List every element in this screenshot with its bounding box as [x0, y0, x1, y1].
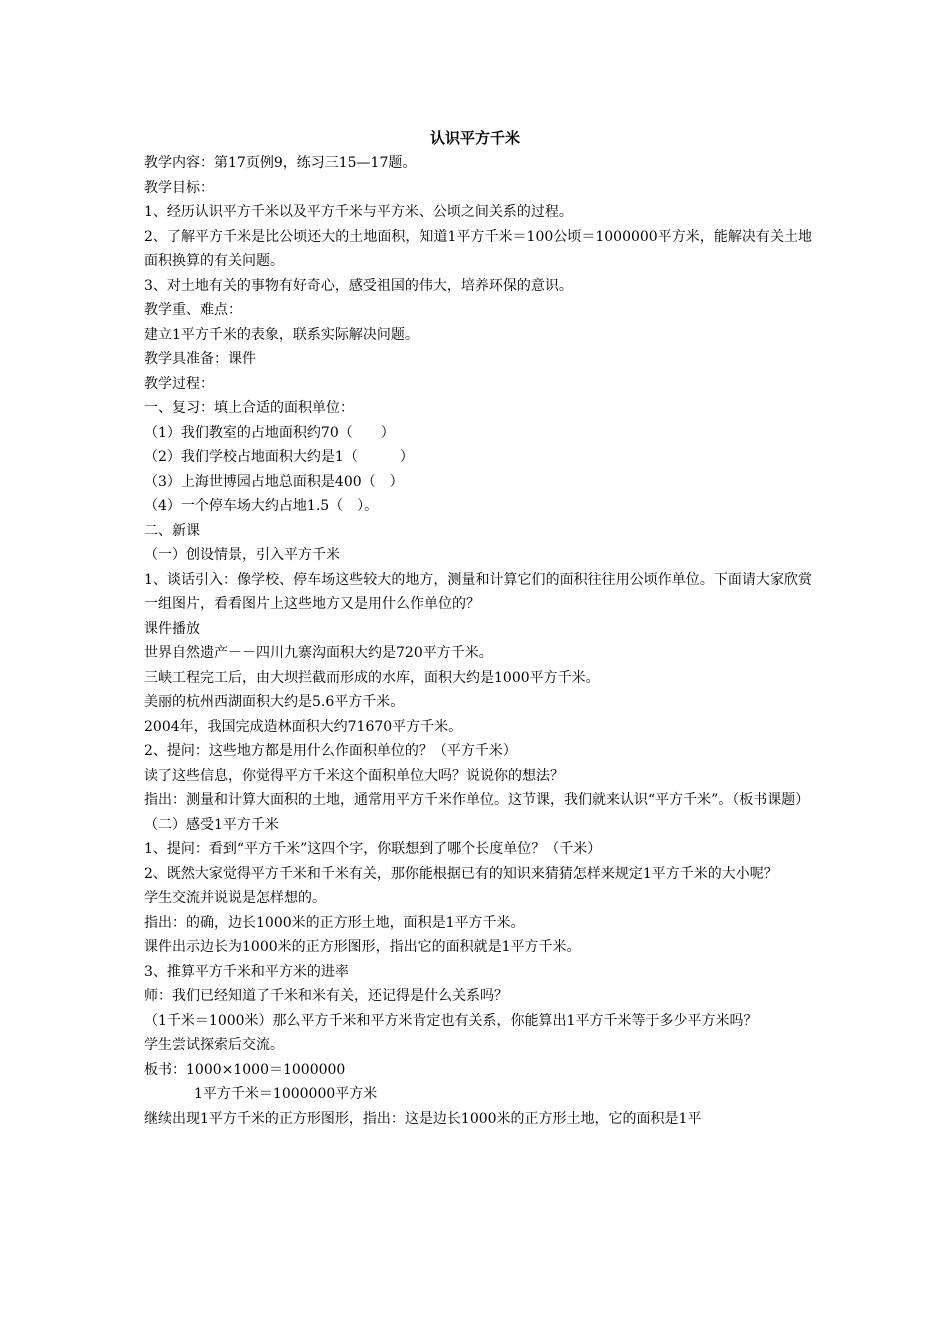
text-line: 三峡工程完工后，由大坝拦截而形成的水库，面积大约是1000平方千米。 — [144, 669, 600, 686]
document-body — [144, 151, 812, 1131]
text-line: （4）一个停车场大约占地1.5（ ）。 — [144, 498, 379, 514]
text-line: 学生尝试探索后交流。 — [144, 1037, 284, 1053]
text-line: 课件播放 — [144, 620, 200, 637]
text-line: 课件出示边长为1000米的正方形图形，指出它的面积就是1平方千米。 — [144, 939, 581, 955]
text-line: 1平方千米＝1000000平方米 — [194, 1086, 378, 1102]
text-line: （一）创设情景，引入平方千米 — [144, 547, 340, 563]
text-line: 1、提问：看到“平方千米”这四个字，你联想到了哪个长度单位？（千米） — [144, 841, 602, 857]
text-paragraph: （1千米＝1000米）那么平方千米和平方米肯定也有关系，你能算出1平方千米等于多少平方米吗？ — [144, 1012, 758, 1029]
text-line: 教学过程： — [144, 375, 214, 392]
text-line: 3、推算平方千米和平方米的进率 — [144, 963, 349, 980]
text-line: 2、提问：这些地方都是用什么作面积单位的？（平方千米） — [144, 743, 517, 759]
text-line: 3、对土地有关的事物有好奇心，感受祖国的伟大，培养环保的意识。 — [144, 277, 573, 294]
text-line: 二、新课 — [144, 522, 200, 539]
text-line: 板书：1000×1000＝1000000 — [144, 1061, 346, 1078]
text-line: （二）感受1平方千米 — [144, 816, 279, 833]
text-line: （2）我们学校占地面积大约是1（ ） — [144, 449, 414, 465]
text-line: 1、经历认识平方千米以及平方千米与平方米、公顷之间关系的过程。 — [144, 204, 573, 220]
text-line: 读了这些信息，你觉得平方千米这个面积单位大吗？说说你的想法？ — [144, 767, 564, 784]
document-title: 认识平方千米 — [429, 129, 520, 147]
text-paragraph: 1、谈话引入：像学校、停车场这些较大的地方，测量和计算它们的面积往往用公顷作单位。下面请大家欣赏一组图片，看看图片上这些地方又是用什么作单位的？ — [144, 571, 812, 612]
text-line: （1）我们教室的占地面积约70（ ） — [144, 424, 395, 441]
text-paragraph: 指出：测量和计算大面积的土地，通常用平方千米作单位。这节课，我们就来认识“平方千米”。（板书课题） — [144, 792, 810, 808]
text-line: 一、复习：填上合适的面积单位： — [144, 400, 354, 416]
text-line: 教学具准备：课件 — [144, 351, 256, 367]
text-line: （3）上海世博园占地总面积是400（ ） — [144, 473, 404, 490]
text-line: 教学内容：第17页例9，练习三15—17题。 — [144, 155, 417, 171]
text-paragraph: 2、既然大家觉得平方千米和千米有关，那你能根据已有的知识来猜猜怎样来规定1平方千米的大小呢？ — [144, 865, 778, 882]
text-line: 教学重、难点： — [144, 302, 242, 318]
text-line: 美丽的杭州西湖面积大约是5.6平方千米。 — [144, 694, 405, 710]
text-line: 建立1平方千米的表象，联系实际解决问题。 — [144, 326, 419, 343]
text-line: 学生交流并说说是怎样想的。 — [144, 890, 326, 906]
text-line: 教学目标： — [144, 179, 214, 196]
text-line: 继续出现1平方千米的正方形图形，指出：这是边长1000米的正方形土地，它的面积是1平 — [144, 1110, 702, 1127]
text-line: 指出：的确，边长1000米的正方形土地，面积是1平方千米。 — [144, 914, 525, 931]
text-line: 师：我们已经知道了千米和米有关，还记得是什么关系吗？ — [144, 988, 508, 1004]
text-paragraph: 2、了解平方千米是比公顷还大的土地面积，知道1平方千米＝100公顷＝1000000平方米，能解决有关土地面积换算的有关问题。 — [144, 228, 812, 269]
text-line: 世界自然遗产－－四川九寨沟面积大约是720平方千米。 — [144, 645, 493, 661]
text-line: 2004年，我国完成造林面积大约71670平方千米。 — [144, 718, 463, 735]
